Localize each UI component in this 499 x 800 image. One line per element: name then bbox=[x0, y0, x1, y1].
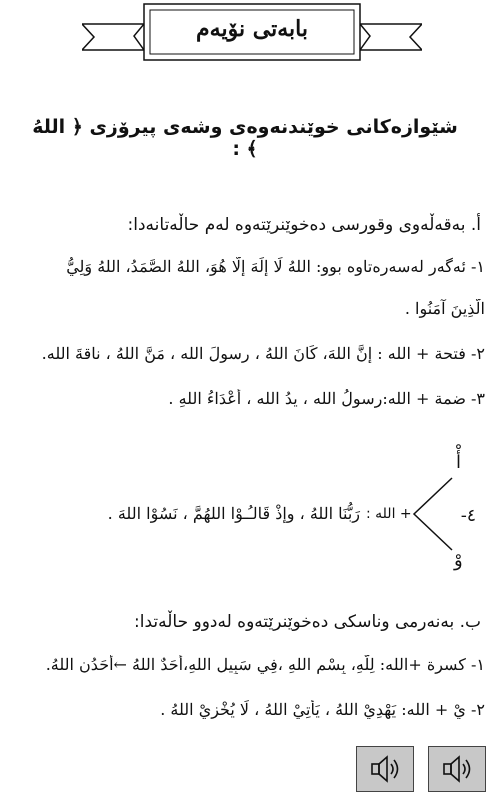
section-a-line-1: ١- ئەگەر لەسەرەتاوە بوو: اللهُ لَا إِلَهَ إِلَّا هُوَ، اللهُ الصَّمَدُ، اللهُ وَلِيُّ bbox=[66, 257, 485, 276]
item-number: ٤- bbox=[460, 506, 476, 526]
section-b-line-1: ١- كسرة +الله: لِلّهِ، بِسْمِ اللهِ ،فِي سَبِيلِ اللهِ،أَحَدٌ اللهُ ←أحَدُنِ اللهُ. bbox=[45, 655, 485, 674]
plus-allah-label: + الله : bbox=[366, 506, 412, 522]
speaker-icon bbox=[442, 754, 474, 784]
section-a-line-2: الَّذِينَ آمَنُوا . bbox=[404, 299, 485, 318]
page-title: بابەتی نۆیەم bbox=[196, 16, 308, 42]
play-audio-button-1[interactable] bbox=[356, 746, 414, 792]
branch-bottom-mark: وْ bbox=[454, 550, 463, 571]
branch-top-mark: أْ bbox=[456, 452, 462, 473]
title-banner bbox=[82, 2, 422, 66]
play-audio-button-2[interactable] bbox=[428, 746, 486, 792]
section-a-line-3: ٢- فتحة + الله : إِنَّ اللهَ، كَانَ اللهُ ، رسولَ الله ، مَنَّ اللهُ ، ناقةَ الله. bbox=[41, 344, 485, 363]
section-heading: شێوازەکانی خوێندنەوەی وشەی پیرۆزی ﴿ اللهُ ﴾ : bbox=[32, 116, 458, 160]
section-a-label: أ. بەقەڵەوی وقورسی دەخوێنرێتەوە لەم حاڵەتانەدا: bbox=[127, 215, 481, 235]
item-4-examples: رَبُّنَا اللهُ ، وإذْ قَالـُـوْا اللهُمَّ ، نَسُوْا اللهَ . bbox=[107, 504, 360, 523]
section-b-label: ب. بەنەرمی وناسکی دەخوێنرێتەوە لەدوو حاڵەتدا: bbox=[134, 612, 481, 632]
section-a-line-4: ٣- ضمة + الله:رسولُ الله ، يدُ الله ، أَعْدَاءُ اللهِ . bbox=[168, 389, 485, 408]
section-a-item-4 bbox=[40, 450, 480, 580]
speaker-icon bbox=[370, 754, 402, 784]
section-b-line-2: ٢- يْ + الله: يَهْدِيْ اللهُ ، يَأْتِيْ اللهُ ، لَا يُخْزِيْ اللهُ . bbox=[160, 700, 485, 719]
